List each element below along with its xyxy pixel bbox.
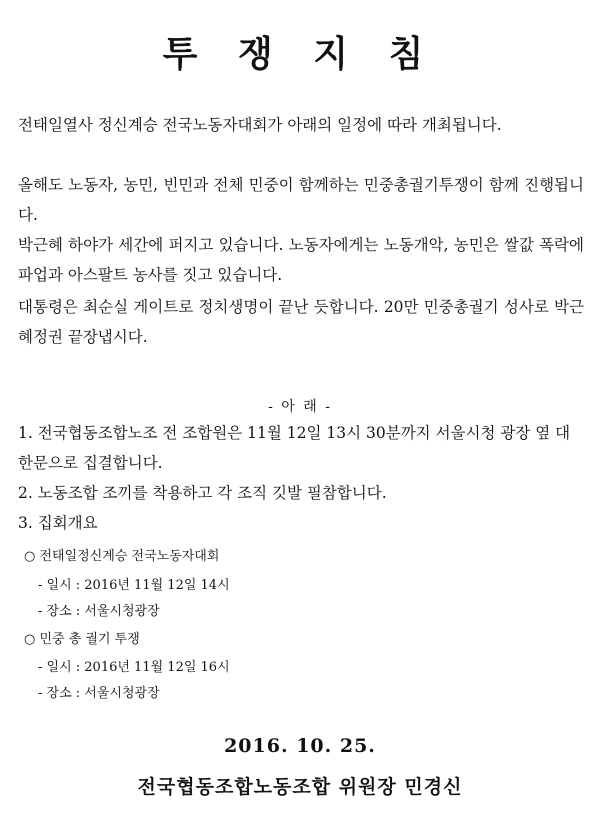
- paragraph-1: 전태일열사 정신계승 전국노동자대회가 아래의 일정에 따라 개최됩니다.: [18, 116, 502, 134]
- event-2-datetime: - 일시 : 2016년 11월 12일 16시: [38, 660, 230, 675]
- list-item-1: 1. 전국협동조합노조 전 조합원은 11월 12일 13시 30분까지 서울시청 광장 옆 대한문으로 집결합니다.: [18, 424, 571, 472]
- event-1-name: ○ 전태일정신계승 전국노동자대회: [24, 549, 220, 564]
- list-item-2: 2. 노동조합 조끼를 착용하고 각 조직 깃발 필참합니다.: [18, 484, 387, 502]
- document-date: 2016. 10. 25.: [224, 735, 376, 757]
- signer: 전국협동조합노동조합 위원장 민경신: [137, 776, 463, 798]
- paragraph-3: 박근혜 하야가 세간에 퍼지고 있습니다. 노동자에게는 노동개악, 농민은 쌀값 폭락에 파업과 아스팔트 농사를 짓고 있습니다.: [18, 236, 584, 284]
- event-2-name: ○ 민중 총 궐기 투쟁: [24, 632, 140, 647]
- event-1-place: - 장소 : 서울시청광장: [38, 604, 160, 619]
- event-2-place: - 장소 : 서울시청광장: [38, 686, 160, 701]
- document-title: 투 쟁 지 침: [162, 34, 438, 75]
- paragraph-2: 올해도 노동자, 농민, 빈민과 전체 민중이 함께하는 민중총궐기투쟁이 함께 진행됩니다.: [18, 176, 584, 224]
- paragraph-4: 대통령은 최순실 게이트로 정치생명이 끝난 듯합니다. 20만 민중총궐기 성사로 박근혜정권 끝장냅시다.: [18, 298, 584, 346]
- event-1-datetime: - 일시 : 2016년 11월 12일 14시: [38, 578, 230, 593]
- list-item-3: 3. 집회개요: [18, 514, 98, 532]
- notice-heading: - 아 래 -: [268, 399, 332, 415]
